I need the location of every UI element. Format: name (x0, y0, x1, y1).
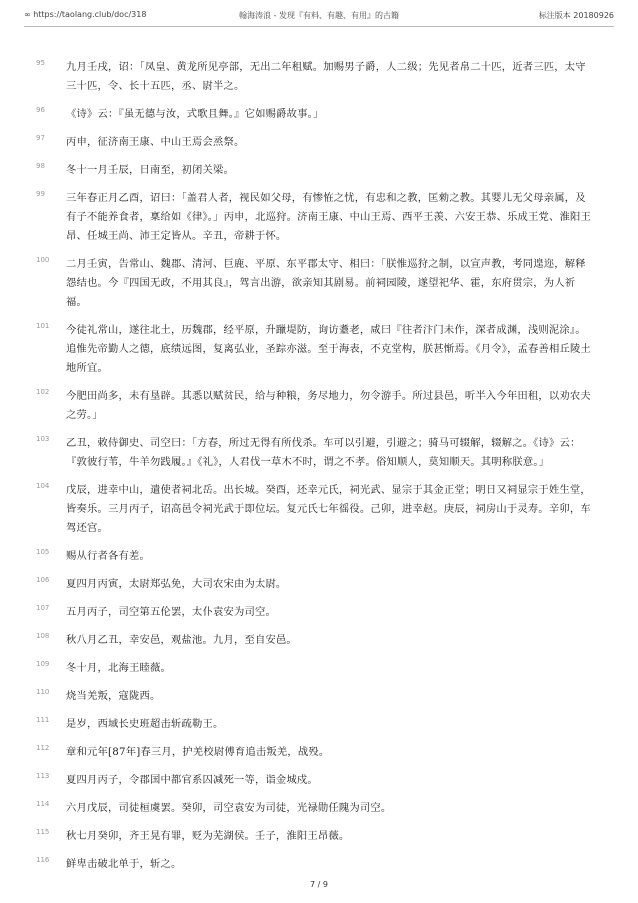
header-title: 翰海涛浪 - 发现『有料、有趣、有用』的古籍 (239, 11, 399, 20)
entry-number: 110 (36, 688, 50, 696)
entry (36, 481, 596, 538)
entry (36, 58, 596, 96)
page-header (24, 10, 614, 24)
entry (36, 855, 596, 874)
entry-text: 秋八月乙丑，幸安邑，观盐池。九月，至自安邑。 (66, 634, 297, 646)
entry-text: 秋七月癸卯，齐王晃有罪，贬为芜湖侯。壬子，淮阳王昂薇。 (66, 830, 350, 842)
entry-number: 106 (36, 576, 50, 584)
entry-text: 五月丙子，司空第五伦罢，太仆袁安为司空。 (66, 606, 276, 618)
entry-text: 今徒礼常山，遂往北土，历魏郡，经平原，升躐堤防，询访耋老，咸曰『往者汴门未作，深者成渊，浅则泥涂』。追惟先帝勤人之德，底绩远图，复离弘业，圣踪亦滋。至于海表，不克堂构，朕甚惭焉。《月令》，孟春善相丘陵土地所宜。 (66, 324, 592, 374)
entry (36, 255, 596, 312)
entry (36, 105, 596, 124)
page-number: 7 / 9 (310, 880, 328, 889)
entry-text: 六月戊辰，司徒桓虞罢。癸卯，司空袁安为司徒，光禄勋任隗为司空。 (66, 802, 392, 814)
entry-number: 95 (36, 59, 45, 67)
header-version: 标注版本 20180926 (538, 11, 614, 20)
entry-number: 114 (36, 800, 50, 808)
entry (36, 687, 596, 706)
entry (36, 387, 596, 425)
entry-text: 戊辰，进幸中山，遣使者祠北岳。出长城。癸酉，还幸元氏，祠光武、显宗于其金正堂；明日又祠显宗于姓生堂，皆奏乐。三月丙子，诏高邑令祠光武于即位坛。复元氏七年徭役。己卯，进幸赵。庚辰，祠房山于灵寿。辛卯，车驾还宫。 (66, 484, 591, 534)
entry-text: 今肥田尚多，未有垦辟。其悉以赋贫民，给与种粮，务尽地力，勿令游手。所过县邑，听半入今年田租，以劝农夫之劳。」 (66, 390, 591, 421)
entry-text: 鲜卑击破北单于，斩之。 (66, 858, 182, 870)
entry-number: 108 (36, 632, 50, 640)
entry-number: 111 (36, 716, 50, 724)
entry-text: 烧当羌叛，寇陇西。 (66, 690, 161, 702)
entry (36, 434, 596, 472)
entry-text: 九月壬戌，诏：「凤皇、黄龙所见亭部，无出二年租赋。加赐男子爵，人二级；先见者帛二十匹，近者三匹，太守三十匹，令、长十五匹，丞、尉半之。 (66, 61, 586, 92)
entry-text: 冬十一月壬辰，日南至，初闭关梁。 (66, 164, 234, 176)
entry (36, 133, 596, 152)
header-divider (24, 26, 614, 27)
entry-number: 104 (36, 482, 50, 490)
entry-number: 107 (36, 604, 50, 612)
entry (36, 631, 596, 650)
entry (36, 603, 596, 622)
entry (36, 743, 596, 762)
entry-text: 夏四月丙子，令郡国中都官系囚减死一等，诣金城戍。 (66, 774, 318, 786)
entry-number: 101 (36, 322, 50, 330)
entry-text: 丙申，征济南王康、中山王焉会烝祭。 (66, 136, 245, 148)
entry-number: 105 (36, 548, 50, 556)
entry-number: 113 (36, 772, 50, 780)
entry-text: 《诗》云：『虽无德与汝，式歌且舞。』它如赐爵故事。」 (66, 108, 324, 120)
entry-list (36, 58, 596, 883)
entry (36, 715, 596, 734)
entry-number: 99 (36, 190, 45, 198)
entry (36, 799, 596, 818)
entry-number: 103 (36, 435, 50, 443)
entry-text: 赐从行者各有差。 (66, 550, 150, 562)
entry-text: 是岁，西域长史班超击斩疏勒王。 (66, 718, 224, 730)
entry (36, 575, 596, 594)
entry-text: 章和元年[87年]春三月，护羌校尉傅育追击叛羌，战殁。 (66, 746, 330, 758)
entry-text: 乙丑，敕侍御史、司空曰：「方春，所过无得有所伐杀。车可以引避，引避之；骑马可辍解，辍解之。《诗》云：『敦彼行苇，牛羊勿践履。』《礼》，人君伐一草木不时，谓之不孝。俗知顺人，莫知顺天。其明称朕意。」 (66, 437, 581, 468)
entry-text: 冬十月，北海王睦薇。 (66, 662, 171, 674)
entry-number: 97 (36, 134, 45, 142)
entry-number: 98 (36, 162, 45, 170)
entry-number: 96 (36, 106, 45, 114)
entry-number: 115 (36, 828, 50, 836)
entry-text: 二月壬寅，告常山、魏郡、清河、巨鹿、平原、东平郡太守、相曰：「朕惟巡狩之制，以宣声教，考同遑迩，解释怨结也。今『四国无政，不用其良』，驾言出游，欲亲知其剧易。前祠园陵，遂望祀华、霍，东府贯宗，为人祈福。 (66, 258, 586, 308)
entry-number: 116 (36, 856, 50, 864)
entry-number: 100 (36, 256, 50, 264)
entry (36, 547, 596, 566)
entry (36, 659, 596, 678)
entry-number: 112 (36, 744, 50, 752)
entry-text: 夏四月丙寅，太尉郑弘免，大司农宋由为太尉。 (66, 578, 287, 590)
entry (36, 827, 596, 846)
entry-text: 三年春正月乙酉，诏曰：「盖君人者，视民如父母，有惨恠之忧，有忠和之教，匡勑之教。其婴儿无父母亲属，及有子不能养食者，稟给如《律》。」丙申，北巡狩。济南王康、中山王焉、西平王羡、六安王恭、乐成王党、淮阳王昂、任城王尚、沛王定皆从。辛丑，帝耕于怀。 (66, 192, 592, 242)
entry (36, 321, 596, 378)
entry (36, 161, 596, 180)
entry (36, 771, 596, 790)
header-url[interactable]: ∞ https://taolang.club/doc/318 (24, 10, 147, 19)
entry (36, 189, 596, 246)
entry-number: 102 (36, 388, 50, 396)
entry-number: 109 (36, 660, 50, 668)
